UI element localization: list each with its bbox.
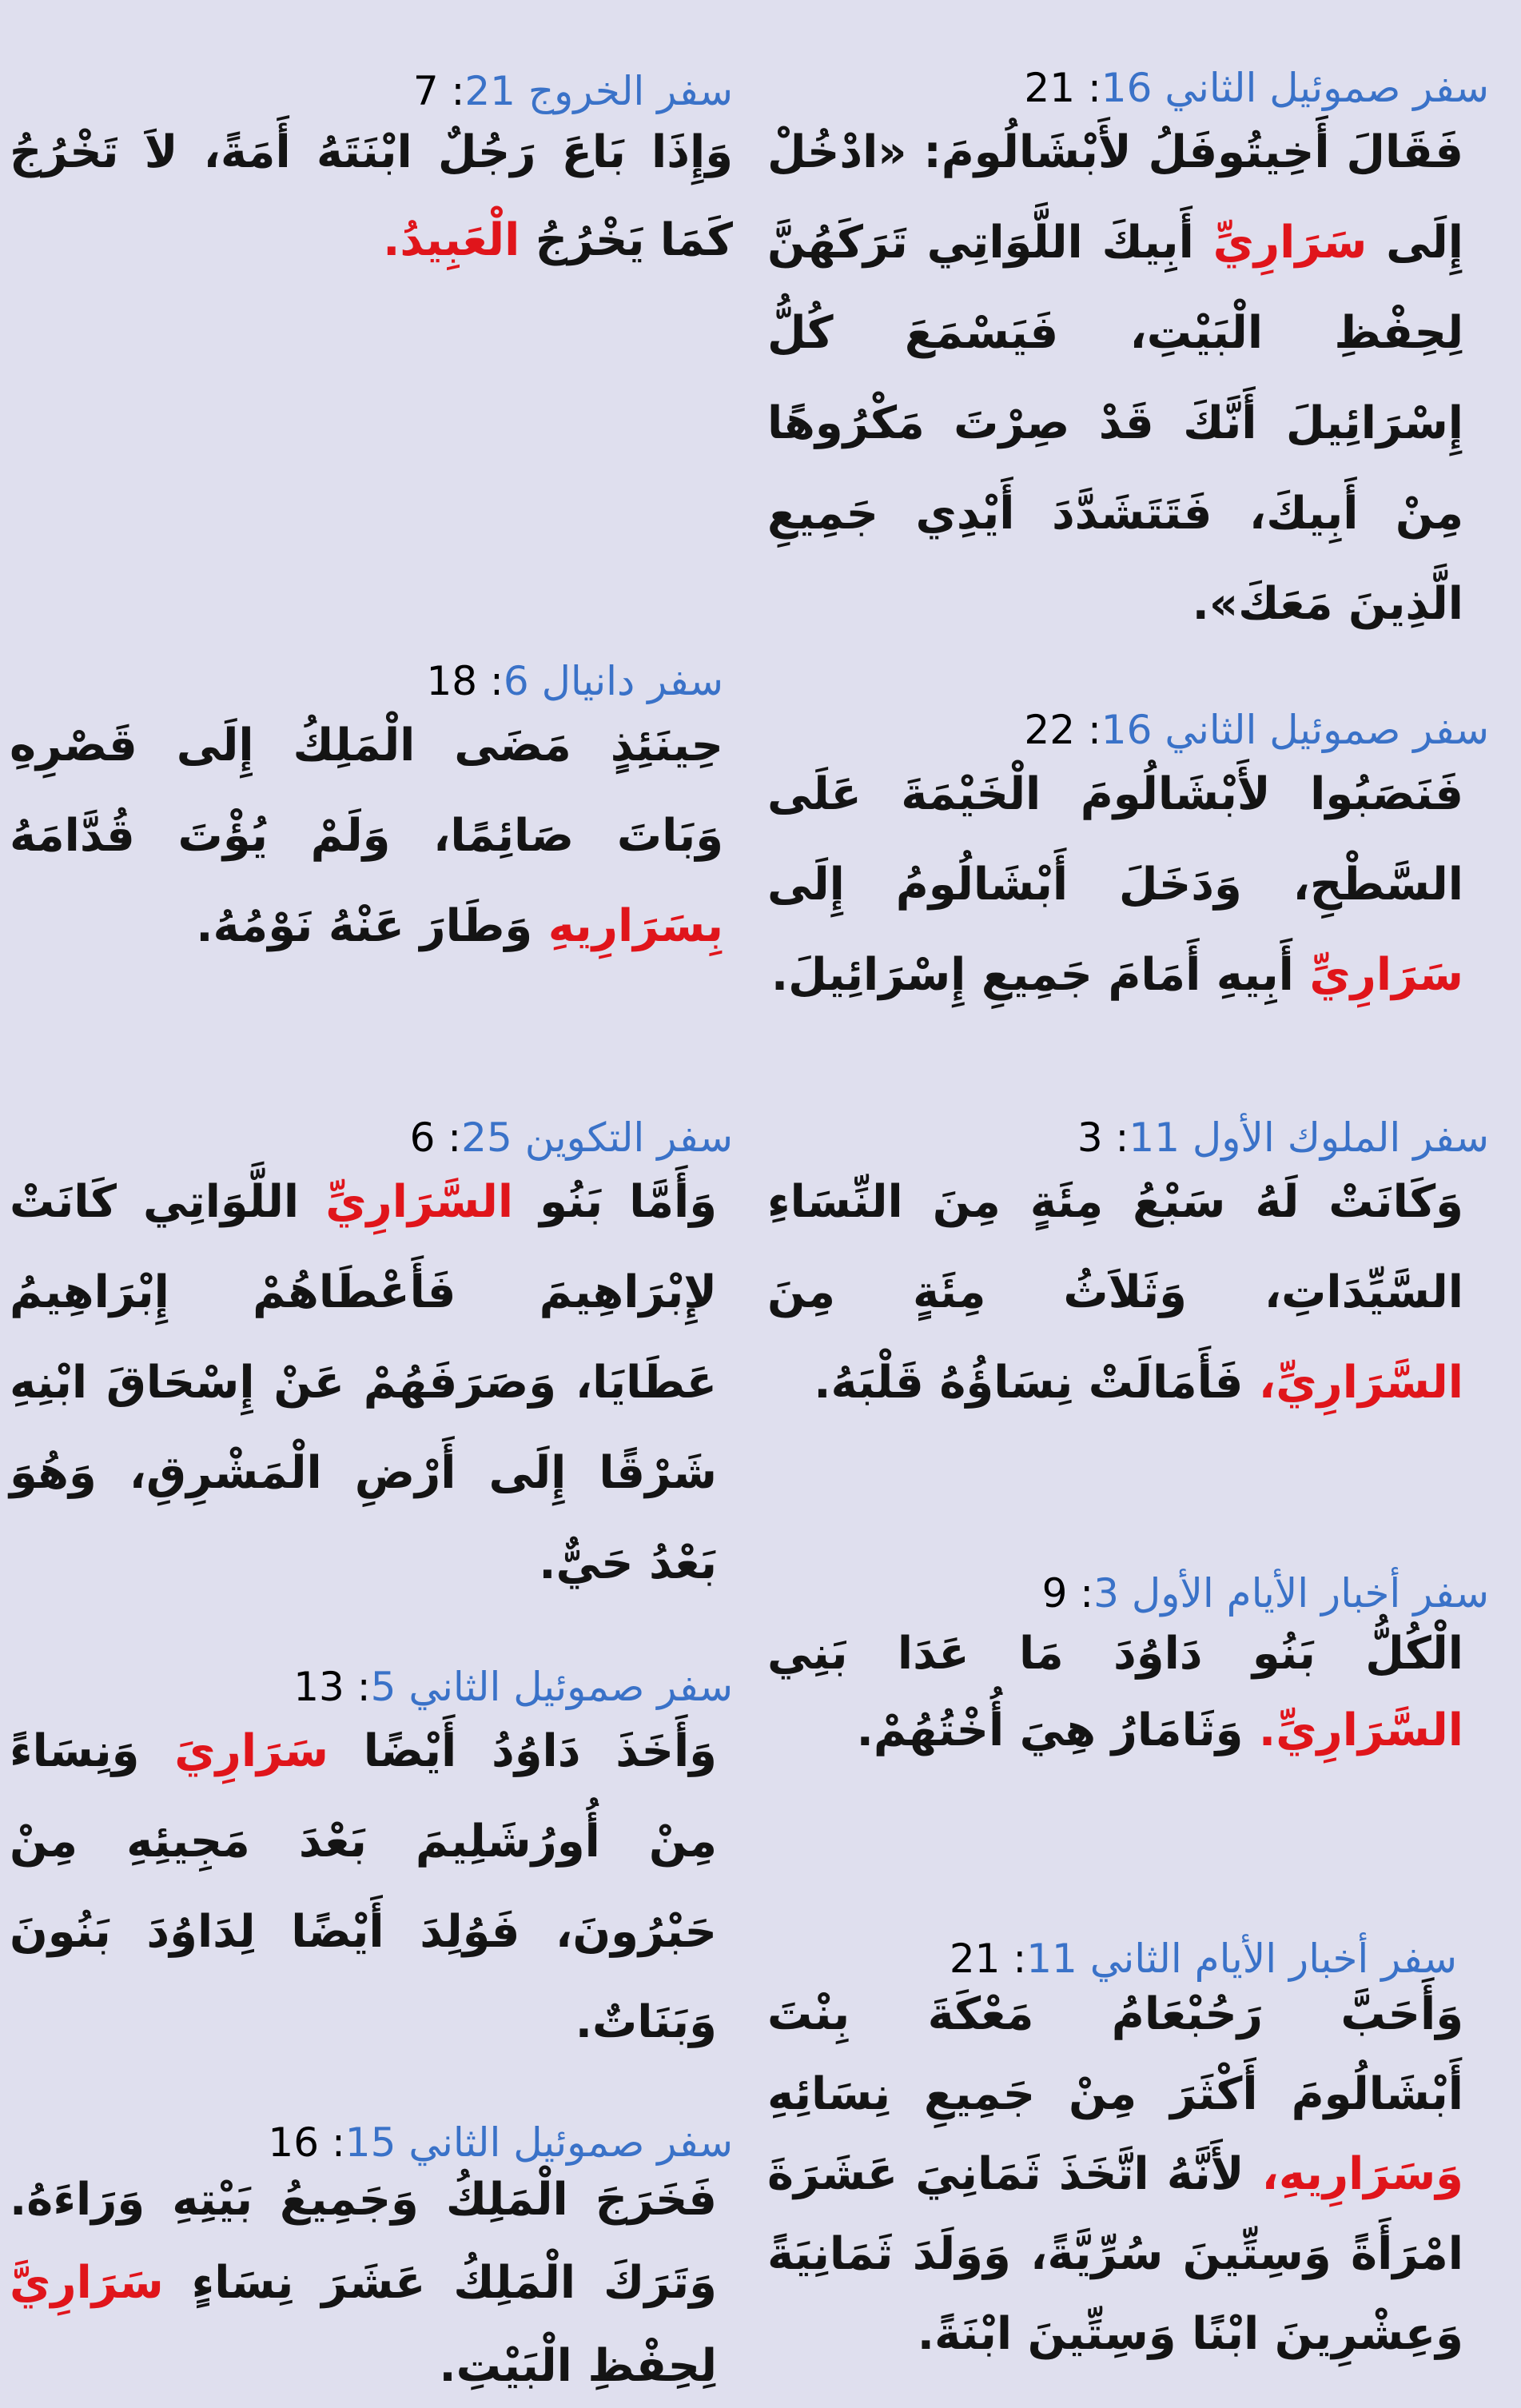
book-name: سفر صموئيل الثاني xyxy=(408,2119,733,2166)
passage-2sam-15-16 xyxy=(10,2119,733,2408)
text-segment: فَخَرَجَ الْمَلِكُ وَجَمِيعُ بَيْتِهِ وَرَاءَهُ. وَتَرَكَ الْمَلِكُ عَشَرَ نِسَاءٍ xyxy=(10,2174,717,2309)
passage-exod-21-7 xyxy=(10,67,733,285)
verse-reference: سفر صموئيل الثاني 16: 22 xyxy=(1024,707,1489,753)
text-segment: لِحِفْظِ الْبَيْتِ. xyxy=(439,2340,717,2392)
chapter-number: 11 xyxy=(1129,1114,1181,1161)
text-segment: أَبِيكَ اللَّوَاتِي تَرَكَهُنَّ لِحِفْظِ الْبَيْتِ، فَيَسْمَعَ كُلُّ إِسْرَائِيلَ أَنَّكَ قَدْ صِرْتَ مَكْرُوهًا مِنْ أَبِيكَ، فَتَتَشَدَّدَ أَيْدِي جَمِيعِ الَّذِينَ مَعَكَ». xyxy=(767,217,1463,630)
text-segment: وَنِسَاءً مِنْ أُورُشَلِيمَ بَعْدَ مَجِيئِهِ مِنْ حَبْرُونَ، فَوُلِدَ أَيْضًا لِدَاوُدَ بَنُونَ وَبَنَاتٌ. xyxy=(10,1725,717,2048)
text-segment: وَإِذَا بَاعَ رَجُلٌ ابْنَتَهُ أَمَةً، لاَ تَخْرُجُ كَمَا يَخْرُجُ xyxy=(10,126,733,266)
book-name: سفر أخبار الأيام الأول xyxy=(1131,1570,1489,1617)
book-name: سفر الخروج xyxy=(528,68,733,114)
verse-text xyxy=(10,700,733,971)
verse-text xyxy=(767,1616,1489,1769)
verse-number: 18 xyxy=(426,658,478,704)
verse-text xyxy=(10,1706,733,2067)
text-segment: وَكَانَتْ لَهُ سَبْعُ مِئَةٍ مِنَ النِّسَاءِ السَّيِّدَاتِ، وَثَلاَثُ مِئَةٍ مِنَ xyxy=(767,1176,1463,1318)
verse-number: 21 xyxy=(1024,65,1076,111)
verse-number: 16 xyxy=(268,2119,320,2166)
highlighted-word: سَرَارِيِّ xyxy=(1212,217,1368,269)
verse-text xyxy=(10,2159,733,2408)
chapter-number: 25 xyxy=(461,1114,512,1161)
text-segment: فَأَمَالَتْ نِسَاؤُهُ قَلْبَهُ. xyxy=(814,1357,1259,1409)
verse-number: 7 xyxy=(412,68,439,114)
book-name: سفر صموئيل الثاني xyxy=(408,1664,733,1710)
text-segment: حِينَئِذٍ مَضَى الْمَلِكُ إِلَى قَصْرِهِ وَبَاتَ صَائِمًا، وَلَمْ يُؤْتَ قُدَّامَهُ xyxy=(10,720,723,862)
verse-text xyxy=(767,1157,1489,1428)
verse-reference: سفر التكوين 25: 6 xyxy=(409,1114,733,1161)
highlighted-word: سَرَارِيَ xyxy=(174,1725,328,1777)
verse-number: 13 xyxy=(293,1664,344,1710)
verse-reference: سفر صموئيل الثاني 15: 16 xyxy=(268,2119,733,2166)
passage-gen-25-6 xyxy=(10,1114,733,1609)
highlighted-word: السَّرَارِيِّ، xyxy=(1258,1357,1463,1409)
book-name: سفر التكوين xyxy=(524,1114,733,1161)
chapter-number: 6 xyxy=(503,658,529,704)
passage-2sam-16-21 xyxy=(767,64,1489,649)
text-segment: فَقَالَ أَخِيتُوفَلُ لأَبْشَالُومَ: «ادْخُلْ إِلَى xyxy=(767,126,1463,269)
highlighted-word: الْعَبِيدُ. xyxy=(383,214,520,266)
verse-number: 21 xyxy=(949,1936,1001,1982)
verse-reference: سفر الخروج 21: 7 xyxy=(412,68,733,114)
verse-reference: سفر صموئيل الثاني 5: 13 xyxy=(293,1664,733,1710)
passage-dan-6-18 xyxy=(10,657,733,971)
verse-number: 9 xyxy=(1041,1570,1068,1617)
verse-text xyxy=(10,1157,733,1609)
passage-1chr-3-9 xyxy=(767,1569,1489,1769)
text-segment: وَأَحَبَّ رَحُبْعَامُ مَعْكَةَ بِنْتَ أَبْشَالُومَ أَكْثَرَ مِنْ جَمِيعِ نِسَائِهِ xyxy=(767,1988,1463,2120)
text-segment: وَثَامَارُ هِيَ أُخْتُهُمْ. xyxy=(856,1704,1259,1756)
book-name: سفر دانيال xyxy=(541,658,723,704)
text-segment: لأَنَّهُ اتَّخَذَ ثَمَانِيَ عَشَرَةَ امْرَأَةً وَسِتِّينَ سُرِّيَّةً، وَوَلَدَ ثَمَانِيَةً وَعِشْرِينَ ابْنًا وَسِتِّينَ ابْنَةً. xyxy=(767,2148,1463,2360)
passage-2sam-5-13 xyxy=(10,1663,733,2067)
verse-reference: سفر أخبار الأيام الثاني 11: 21 xyxy=(949,1936,1457,1982)
chapter-number: 5 xyxy=(370,1664,396,1710)
text-segment: وَطَارَ عَنْهُ نَوْمُهُ. xyxy=(196,900,548,952)
text-segment: اللَّوَاتِي كَانَتْ لإِبْرَاهِيمَ فَأَعْطَاهُمْ إِبْرَاهِيمُ عَطَايَا، وَصَرَفَهُمْ عَنْ إِسْحَاقَ ابْنِهِ شَرْقًا إِلَى أَرْضِ الْمَشْرِقِ، وَهُوَ بَعْدُ حَيٌّ. xyxy=(10,1176,717,1589)
highlighted-word: وَسَرَارِيهِ، xyxy=(1261,2148,1463,2200)
chapter-number: 15 xyxy=(344,2119,396,2166)
verse-number: 3 xyxy=(1077,1114,1103,1161)
passage-2sam-16-22 xyxy=(767,706,1489,1020)
highlighted-word: بِسَرَارِيهِ xyxy=(547,900,723,952)
chapter-number: 21 xyxy=(464,68,516,114)
verse-number: 6 xyxy=(409,1114,436,1161)
verse-reference: سفر صموئيل الثاني 16: 21 xyxy=(1024,65,1489,111)
verse-reference: سفر أخبار الأيام الأول 3: 9 xyxy=(1041,1570,1489,1617)
verse-text xyxy=(767,1975,1489,2374)
verse-reference: سفر الملوك الأول 11: 3 xyxy=(1077,1114,1489,1161)
highlighted-word: السَّرَارِيِّ xyxy=(325,1176,514,1228)
chapter-number: 11 xyxy=(1026,1936,1077,1982)
highlighted-word: السَّرَارِيِّ. xyxy=(1258,1704,1463,1756)
text-segment: وَأَمَّا بَنُو xyxy=(513,1176,717,1228)
book-name: سفر أخبار الأيام الثاني xyxy=(1089,1936,1457,1982)
book-name: سفر صموئيل الثاني xyxy=(1165,707,1489,753)
chapter-number: 16 xyxy=(1101,707,1153,753)
passage-1kgs-11-3 xyxy=(767,1114,1489,1428)
verse-text xyxy=(10,109,733,285)
book-name: سفر الملوك الأول xyxy=(1192,1114,1489,1161)
chapter-number: 16 xyxy=(1101,65,1153,111)
text-segment: وَأَخَذَ دَاوُدُ أَيْضًا xyxy=(328,1725,717,1777)
text-segment: أَبِيهِ أَمَامَ جَمِيعِ إِسْرَائِيلَ. xyxy=(770,949,1310,1001)
text-segment: الْكُلُّ بَنُو دَاوُدَ مَا عَدَا بَنِي xyxy=(767,1628,1463,1680)
highlighted-word: سَرَارِيَّ xyxy=(10,2257,164,2309)
verse-text xyxy=(767,107,1489,649)
highlighted-word: سَرَارِيِّ xyxy=(1309,949,1463,1001)
text-segment: فَنَصَبُوا لأَبْشَالُومَ الْخَيْمَةَ عَلَى السَّطْحِ، وَدَخَلَ أَبْشَالُومُ إِلَى xyxy=(767,768,1463,911)
verse-reference: سفر دانيال 6: 18 xyxy=(426,658,723,704)
book-name: سفر صموئيل الثاني xyxy=(1165,65,1489,111)
passage-2chr-11-21 xyxy=(767,1935,1489,2374)
chapter-number: 3 xyxy=(1093,1570,1119,1617)
verse-number: 22 xyxy=(1024,707,1076,753)
verse-text xyxy=(767,749,1489,1020)
